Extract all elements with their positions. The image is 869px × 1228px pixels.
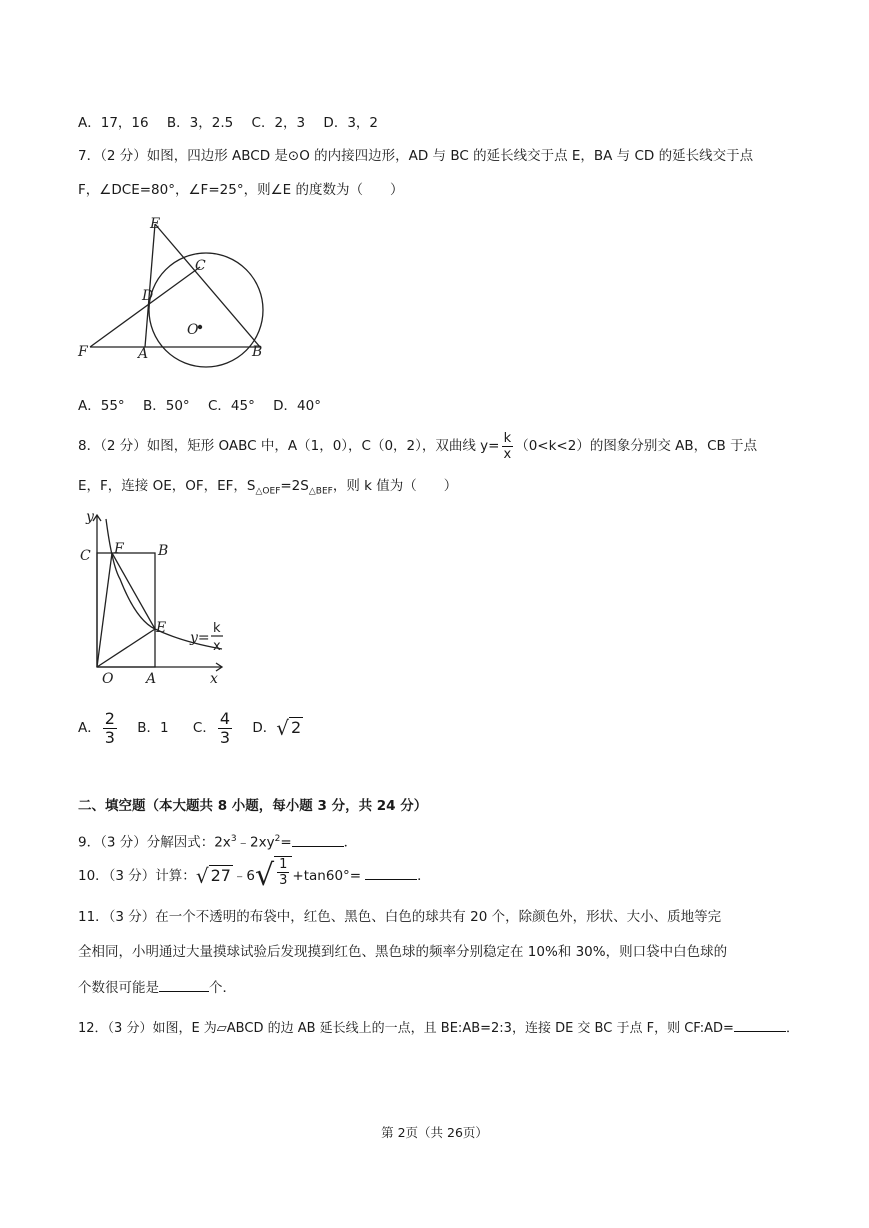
q9-text-part2: ﹣2xy: [236, 834, 275, 851]
q11-text-line1: 11．（3 分）在一个不透明的布袋中，红色、黑色、白色的球共有 20 个，除颜色外，形状、大小、质地等完: [78, 909, 722, 925]
q8-option-c-label: C．: [192, 720, 216, 736]
q9-answer-blank[interactable]: [292, 832, 344, 847]
q8-text-part4: =2S: [280, 478, 309, 494]
q8-fraction-k-over-x: [502, 431, 514, 462]
q10-frac-num: 1: [279, 857, 288, 872]
page-footer: 第 2页（共 26页）: [381, 1125, 488, 1140]
q10-frac-den: 3: [279, 873, 288, 888]
q6-options: [78, 113, 392, 133]
q8-frac-num: k: [503, 430, 512, 446]
q8-text-part3: E，F，连接 OE，OF，EF，S: [78, 478, 256, 494]
q7-options: [78, 396, 335, 416]
q8-option-a-frac: [103, 710, 117, 747]
q7-text-line2: F，∠DCE=80°，∠F=25°，则∠E 的度数为（ ）: [78, 182, 404, 198]
q8-option-d-sqrt: [276, 717, 303, 739]
q11-text-part1: 个数很可能是: [78, 980, 159, 996]
q10-answer-blank[interactable]: [365, 865, 417, 880]
radical-sign-icon: √: [255, 858, 275, 893]
q8-frac-den: x: [503, 446, 512, 462]
q10-end: ．: [417, 868, 431, 884]
q9-text-part3: =: [280, 834, 292, 851]
q10-text-part1: 10．（3 分）计算：: [78, 868, 196, 884]
q7-line-fc: [90, 267, 200, 347]
q9-end: ．: [343, 834, 358, 851]
q10-frac: [277, 857, 289, 888]
q8-sub-oef: △OEF: [255, 486, 281, 497]
q8-sub-bef: △BEF: [308, 486, 333, 497]
q9-exponent-2: 2: [274, 834, 281, 844]
q8-option-a-label: A．: [78, 720, 101, 736]
q7-circle: [149, 253, 263, 367]
q6-option-c: C．2，3: [251, 115, 306, 131]
q7-option-b: B．50°: [142, 398, 190, 414]
q8-option-c-frac: [218, 710, 232, 747]
q8-text-part2: （0<k<2）的图象分别交 AB，CB 于点: [515, 438, 758, 454]
q8-label-y: y: [86, 509, 94, 525]
q10-minus-6: ﹣6: [232, 868, 256, 884]
q7-label-o: O: [187, 322, 199, 338]
q8-label-x: x: [210, 671, 218, 687]
q12-end: ．: [785, 1021, 799, 1036]
q8-text-line1: [78, 428, 757, 464]
section2-title: 二、填空题（本大题共 8 小题，每小题 3 分，共 24 分）: [78, 798, 428, 814]
q7-label-b: B: [252, 344, 263, 360]
q8-rectangle: [97, 553, 155, 667]
q8-label-o: O: [102, 671, 114, 687]
q8-text-part5: ，则 k 值为（ ）: [332, 478, 458, 494]
q8-curve-den: x: [213, 639, 221, 654]
q8-option-b: B．1: [137, 720, 169, 736]
q7-option-a: A．55°: [78, 398, 125, 414]
q8-label-c: C: [80, 548, 91, 564]
q8-label-a: A: [146, 671, 157, 687]
q7-line-ea: [145, 224, 155, 347]
q8-curve-num: k: [213, 621, 221, 636]
q8-option-d-radicand: 2: [290, 718, 302, 737]
q7-option-c: C．45°: [207, 398, 255, 414]
q9-text: [78, 829, 357, 853]
q12-text-body: 12．（3 分）如图，E 为▱ABCD 的边 AB 延长线上的一点，且 BE:AB=2:3，连接 DE 交 BC 于点 F，则 CF:AD=: [78, 1021, 734, 1036]
radical-sign-icon: √: [276, 716, 289, 740]
q8-text-part1: 8．（2 分）如图，矩形 OABC 中，A（1，0），C（0，2），双曲线 y=: [78, 438, 500, 454]
q11-text-part2: 个．: [209, 980, 236, 996]
q8-option-c-num: 4: [219, 708, 231, 728]
q8-curve-label: y=: [190, 630, 210, 646]
q12-text: [78, 1017, 799, 1039]
q7-text-line1: 7．（2 分）如图，四边形 ABCD 是⊙O 的内接四边形，AD 与 BC 的延长线交于点 E，BA 与 CD 的延长线交于点: [78, 148, 754, 164]
radical-sign-icon: √: [195, 864, 209, 888]
q8-line-fe: [112, 553, 155, 629]
q11-answer-blank[interactable]: [159, 977, 209, 992]
q10-sqrt-27: [196, 865, 233, 887]
q8-option-a-den: 3: [104, 727, 115, 747]
q7-option-d: D．40°: [273, 398, 321, 414]
q7-label-c: C: [195, 258, 206, 274]
q10-radicand-27: 27: [210, 866, 231, 885]
q11-text-line3: [78, 977, 236, 998]
q8-option-d-label: D．: [252, 720, 277, 736]
q7-figure: [70, 210, 280, 370]
q7-line-eb: [155, 224, 260, 347]
q10-text-part2: +tan60°=: [292, 868, 362, 884]
q8-line-of: [97, 553, 112, 667]
q7-label-e: E: [150, 216, 161, 232]
q8-text-line2: [78, 476, 457, 502]
q6-option-b: B．3，2.5: [166, 115, 234, 131]
q7-label-a: A: [138, 346, 149, 362]
q10-sqrt-frac: [255, 856, 292, 896]
q10-text: [78, 856, 431, 896]
q11-text-line2: 全相同，小明通过大量摸球试验后发现摸到红色、黑色球的频率分别稳定在 10%和 30%，则口袋中白色球的: [78, 944, 728, 960]
q9-text-part1: 9．（3 分）分解因式：2x: [78, 834, 231, 851]
q8-label-b: B: [158, 543, 169, 559]
q8-options: [78, 708, 303, 748]
q7-label-d: D: [142, 288, 154, 304]
q12-answer-blank[interactable]: [734, 1017, 786, 1032]
q8-label-f: F: [114, 541, 124, 557]
q10-radicand-frac: [274, 856, 292, 896]
q7-label-f: F: [78, 344, 88, 360]
q9-exponent-1: 3: [230, 834, 237, 844]
q8-option-c-den: 3: [219, 727, 231, 747]
q8-figure: [72, 505, 242, 690]
q6-option-d: D．3，2: [323, 115, 378, 131]
q8-option-a-num: 2: [104, 708, 115, 728]
q6-option-a: A．17，16: [78, 115, 149, 131]
q8-label-e: E: [156, 620, 167, 636]
q8-line-oe: [97, 629, 155, 667]
